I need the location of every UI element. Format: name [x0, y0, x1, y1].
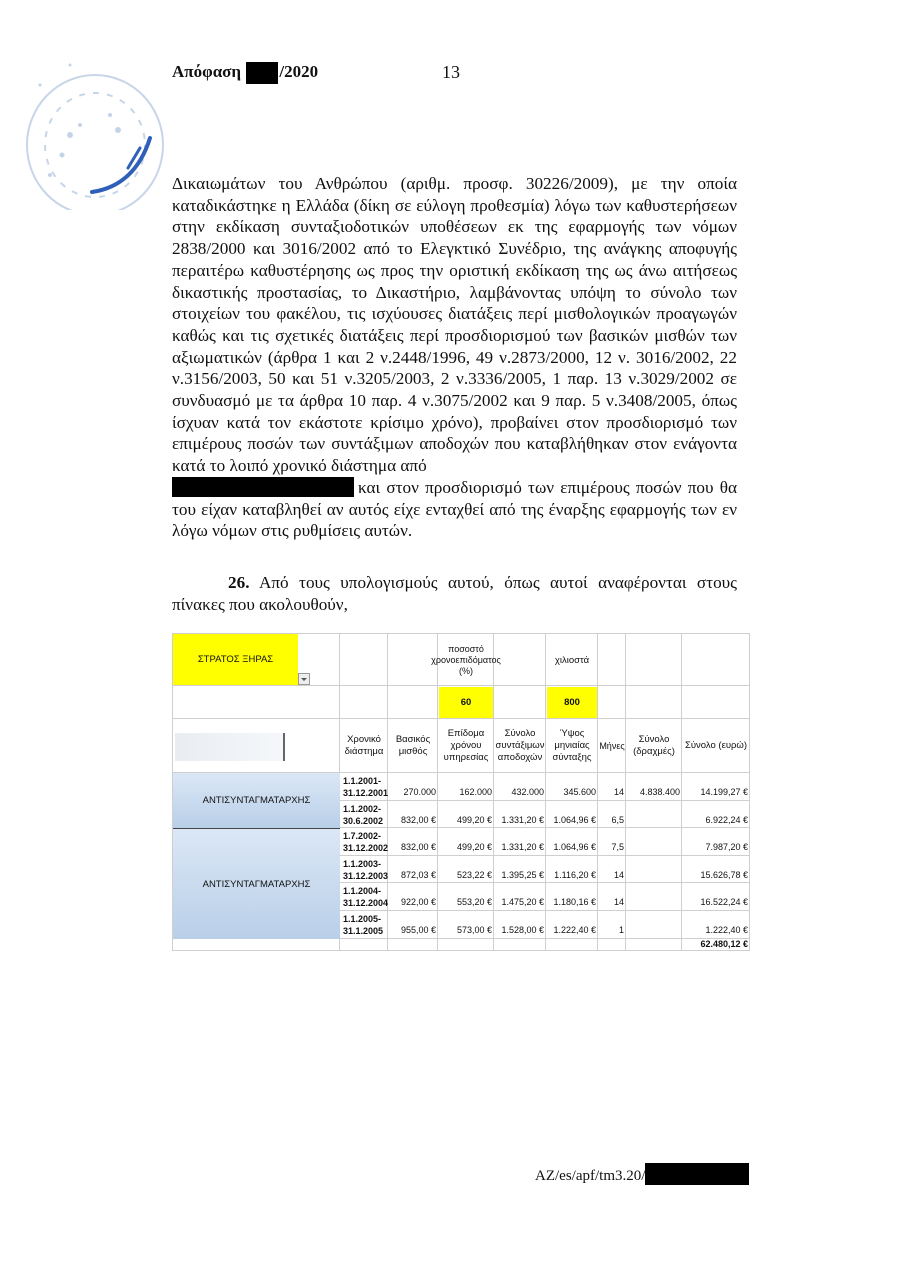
- col-header-total-pay: Σύνολο συντάξιμων αποδοχών: [495, 728, 545, 763]
- months-cell: 7,5: [611, 842, 624, 853]
- euro-cell: 6.922,24 €: [705, 814, 748, 825]
- total-pay-cell: 1.331,20 €: [501, 842, 544, 853]
- period-cell: [343, 830, 389, 856]
- pct-value: 60: [439, 687, 493, 718]
- pension-cell: 1.116,20 €: [554, 869, 596, 880]
- salary-cell: 955,00 €: [400, 925, 436, 935]
- total-pay-cell: 1.395,25 €: [501, 869, 544, 880]
- col-header-euro: Σύνολο (ευρώ): [684, 740, 748, 751]
- rank-cell-1: ΑΝΤΙΣΥΝΤΑΓΜΑΤΑΡΧΗΣ: [173, 773, 340, 829]
- euro-cell: 16.522,24 €: [700, 897, 748, 908]
- period-end: 31.1.2005: [343, 926, 384, 936]
- col-header-allowance: Επίδομα χρόνου υπηρεσίας: [443, 728, 489, 763]
- redaction-bar: [172, 477, 354, 497]
- body-text-main: Δικαιωμάτων του Ανθρώπου (αριθμ. προσφ. 30226/2009), με την οποία καταδικάστηκε η Ελλάδα (δίκη σε εύλογη προθεσμία) λόγω των καθυστερήσεων στην εκδίκαση συνταξιοδοτικών υποθέσεων εκ της εφαρμογής των νόμων 2838/2000 και 3016/2002 από το Ελεγκτικό Συνέδριο, της ανάγκης αποφυγής περαιτέρω καθυστέρησης ως προς την οριστική εκδίκαση της ως άνω αιτήσεως δικαστικής προστασίας, το Δικαστήριο, λαμβάνοντας υπόψη το σύνολο των στοιχείων του φακέλου, τις ισχύουσες διατάξεις περί μισθολογικών προαγωγών καθώς και τις σχετικές διατάξεις περί προσδιορισμού των βασικών μισθών των αξιωματικών (άρθρα 1 και 2 ν.2448/1996, 49 ν.2873/2000, 12 ν. 3016/2002, 22 ν.3156/2003, 50 και 51 ν.3205/2003, 2 ν.3336/2005, 1 παρ. 13 ν.3029/2002 σε συνδυασμό με τα άρθρα 10 παρ. 4 ν.3075/2002 και 9 παρ. 5 ν.3408/2005, όπως ίσχυαν κατά τον εκάστοτε κρίσιμο χρόνο), προβαίνει στον προσδιορισμό των επιμέρους ποσών των συντάξιμων αποδοχών που καταβλήθηκαν στον ενάγοντα κατά το λοιπό χρονικό διάστημα από: [172, 174, 737, 476]
- redaction-bar: [246, 62, 278, 84]
- months-cell: 14: [613, 897, 624, 908]
- allowance-cell: 573,00 €: [456, 925, 492, 935]
- pension-calculation-table: [172, 633, 750, 951]
- period-cell: [343, 913, 389, 939]
- period-end: 31.12.2004: [343, 898, 389, 909]
- period-end: 31.12.2002: [343, 843, 389, 854]
- official-seal-stamp: [0, 20, 175, 210]
- period-start: 1.1.2001-: [343, 776, 382, 786]
- drachmas-cell: [626, 815, 682, 828]
- salary-cell: 832,00 €: [400, 842, 436, 853]
- allowance-cell: 553,20 €: [456, 897, 492, 908]
- pension-cell: 1.064,96 €: [553, 842, 596, 853]
- col-header-drachmas: Σύνολο (δραχμές): [633, 734, 675, 757]
- total-pay-cell: 1.331,20 €: [501, 814, 544, 825]
- period-cell: [343, 858, 389, 884]
- document-reference: [535, 1163, 749, 1185]
- drachmas-cell: [626, 870, 682, 883]
- period-cell: [343, 775, 389, 801]
- drachmas-cell: 4.838.400: [639, 787, 680, 797]
- paragraph-text: Από τους υπολογισμούς αυτού, όπως αυτοί αναφέρονται στους πίνακες που ακολουθούν,: [172, 573, 737, 614]
- period-start: 1.1.2002-: [343, 803, 382, 814]
- allowance-cell: 499,20 €: [456, 842, 492, 853]
- period-start: 1.1.2004-: [343, 886, 382, 897]
- salary-cell: 270.000: [403, 787, 436, 797]
- redaction-bar: [645, 1163, 749, 1185]
- euro-cell: 7.987,20 €: [705, 842, 748, 853]
- pension-cell: 1.222,40 €: [553, 925, 596, 935]
- months-cell: 1: [618, 925, 624, 935]
- total-pay-cell: 1.475,20 €: [501, 897, 544, 908]
- col-header-months: Μήνες: [599, 741, 625, 751]
- filter-dropdown-icon: [298, 673, 310, 685]
- salary-cell: 872,03 €: [400, 869, 436, 880]
- reference-code: AZ/es/apf/tm3.20/: [535, 1168, 646, 1184]
- period-start: 1.1.2003-: [343, 858, 382, 869]
- col-header-salary: Βασικός μισθός: [395, 734, 431, 757]
- pension-cell: 1.064,96 €: [553, 814, 596, 825]
- paragraph-number: 26.: [228, 573, 250, 592]
- blank-filter-box: [175, 733, 285, 761]
- period-cell: [343, 885, 389, 911]
- rank-cell-2: ΑΝΤΙΣΥΝΤΑΓΜΑΤΑΡΧΗΣ: [173, 829, 340, 939]
- decision-year: /2020: [279, 62, 319, 81]
- period-end: 30.6.2002: [343, 815, 384, 826]
- period-start: 1.1.2005-: [343, 914, 382, 924]
- allowance-cell: 523,22 €: [456, 869, 492, 880]
- mil-label: χιλιοστά: [554, 654, 590, 666]
- period-cell: [343, 803, 389, 829]
- page-number: 13: [442, 62, 460, 82]
- allowance-cell: 162.000: [459, 787, 492, 797]
- total-pay-cell: 1.528,00 €: [501, 925, 544, 935]
- col-header-period: Χρονικό διάστημα: [344, 734, 384, 757]
- pct-label: ποσοστό χρονοεπιδόματος (%): [431, 643, 501, 676]
- period-end: 31.12.2001: [343, 788, 389, 798]
- col-header-pension: Ύψος μηνιαίας σύνταξης: [552, 728, 592, 763]
- euro-cell: 14.199,27 €: [700, 787, 748, 797]
- months-cell: 6,5: [611, 814, 624, 825]
- months-cell: 14: [613, 787, 624, 797]
- salary-cell: 832,00 €: [400, 814, 436, 825]
- branch-label: ΣΤΡΑΤΟΣ ΞΗΡΑΣ: [173, 634, 298, 685]
- paragraph-26: [172, 572, 737, 615]
- period-start: 1.7.2002-: [343, 831, 382, 842]
- total-pay-cell: 432.000: [511, 787, 544, 797]
- allowance-cell: 499,20 €: [456, 814, 492, 825]
- euro-cell: 15.626,78 €: [700, 869, 748, 880]
- grand-total: 62.480,12 €: [700, 939, 748, 949]
- salary-cell: 922,00 €: [400, 897, 436, 908]
- drachmas-cell: [626, 925, 682, 938]
- body-paragraph: [172, 173, 737, 542]
- body-text-continuation: και στον προσδιορισμό των επιμέρους ποσών που θα του είχαν καταβληθεί αν αυτός είχε ενταχθεί από της έναρξης εφαρμογής των εν λόγω νόμων στις ρυθμίσεις αυτών.: [172, 477, 737, 541]
- drachmas-cell: [626, 842, 682, 855]
- mil-value: 800: [547, 687, 597, 718]
- period-end: 31.12.2003: [343, 870, 389, 881]
- euro-cell: 1.222,40 €: [705, 925, 748, 935]
- decision-label: Απόφαση: [172, 62, 242, 81]
- months-cell: 14: [613, 869, 624, 880]
- pension-cell: 1.180,16 €: [553, 897, 596, 908]
- decision-header: [172, 62, 318, 84]
- pension-cell: 345.600: [563, 787, 596, 797]
- drachmas-cell: [626, 897, 682, 910]
